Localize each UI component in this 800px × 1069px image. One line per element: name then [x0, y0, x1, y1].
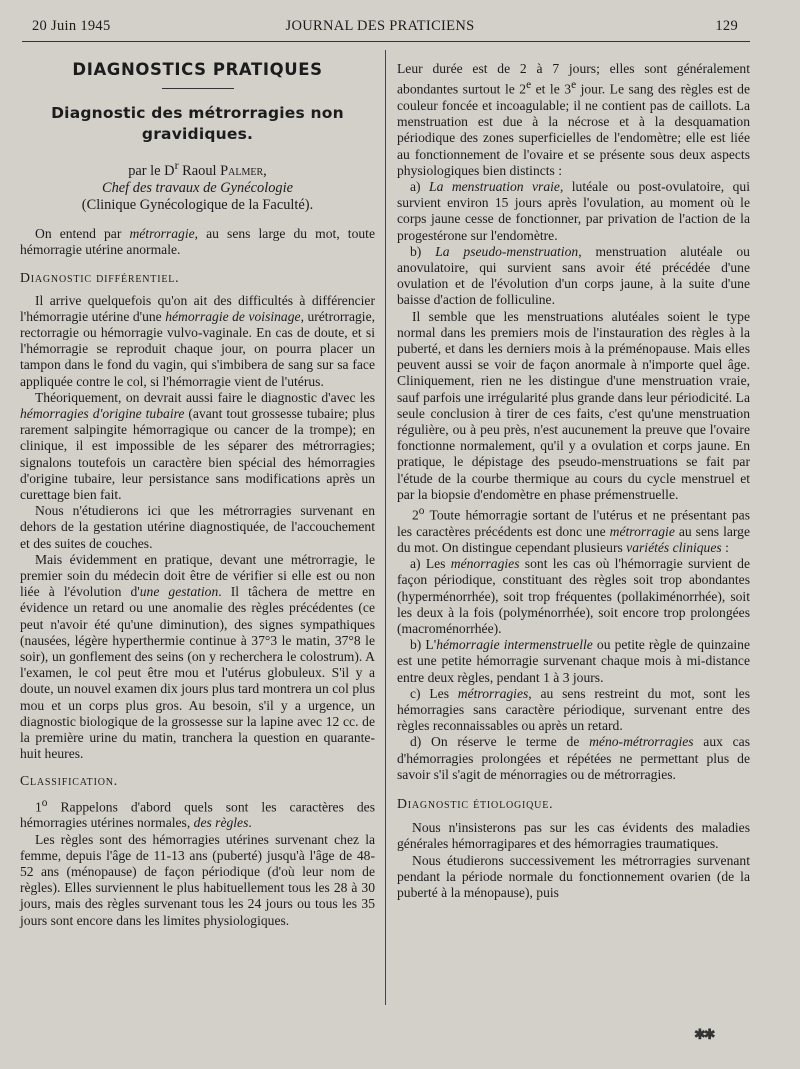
right-column	[397, 61, 750, 901]
paragraph: Il arrive quelquefois qu'on ait des difficultés à différencier l'hémorragie utérine d'une hémorragie de voisinage, urétrorragie, rectorragie ou hémorragie vulvo-vaginale. En cas de doute, et si l'hémorragie se reproduit chaque jour, on pourra placer un tampon dans le fond du vagin, qui s'imbibera de sang sur sa face appliquée contre le col, si l'hémorragie vient de l'utérus.	[20, 292, 376, 389]
signature-marks: ✱✱	[694, 1028, 714, 1043]
rubric-title: DIAGNOSTICS PRATIQUES	[72, 60, 323, 79]
paragraph: Les règles sont des hémorragies utérines survenant chez la femme, depuis l'âge de 11-13 ans (puberté) jusqu'à l'âge de 48-52 ans (ménopause) de façon périodique (d'où leur nom de règles). Elles surviennent le plus habituellement tous les 28 à 30 jours, mais des règles survenant tous les 24 jours ou tous les 35 jours sont encore dans les limites physiologiques.	[20, 831, 375, 928]
column-divider	[385, 50, 386, 1005]
paragraph: Il semble que les menstruations alutéales soient le type normal dans les premiers mois de l'instauration des règles à la puberté, et dans les derniers mois à la préménopause. Mais elles peuvent aussi se voir de façon anormale à n'importe quel âge. Cliniquement, rien ne les distingue d'une menstruation vraie, sauf parfois une irrégularité plus grande dans leur périodicité. La seule conclusion à tirer de ces faits, c'est qu'une menstruation régulière, ou à peu près, n'est aucunement la preuve que l'ovaire fonctionne normalement, qu'il y a ovulation et corps jaune. En pratique, le dépistage des pseudo-menstruations se fait par l'étude de la courbe thermique au cours du cycle menstruel et par la biopsie d'endomètre en phase prémenstruelle.	[397, 308, 750, 502]
section-heading-classification: Classification.	[20, 772, 118, 788]
byline-institution: (Clinique Gynécologique de la Faculté).	[81, 197, 314, 213]
paragraph: 1$^o$ Rappelons d'abord quels sont les caractères des hémorragies utérines normales, des règles.	[20, 796, 375, 831]
paragraph: 2$^o$ Toute hémorragie sortant de l'utérus et ne présentant pas les caractères précédents est donc une métrorragie au sens large du mot. On distingue cependant plusieurs variétés cliniques :	[397, 505, 750, 555]
paragraph: Nous n'insisterons pas sur les cas évidents des maladies générales hémorragipares et des hémorragies traumatiques.	[397, 820, 750, 852]
page-number: 129	[715, 18, 738, 34]
byline-author: par le $D^r$ Raoul Palmer,	[128, 158, 267, 179]
list-item: c) Les métrorragies, au sens restreint du mot, sont les hémorragies sans caractère périodique, survenant entre des règles reconnaissables ou après un retard.	[397, 685, 750, 734]
running-header	[22, 16, 738, 38]
list-item: d) On réserve le terme de méno-métrorragies aux cas d'hémorragies prolongées et répétées ne permettant plus de savoir s'il s'agit de ménorragies ou de métrorragies.	[397, 734, 750, 782]
byline-role: Chef des travaux de Gynécologie	[101, 180, 293, 196]
intro-paragraph: On entend par métrorragie, au sens large du mot, toute hémorragie utérine anormale.	[20, 226, 375, 258]
rubric-rule	[162, 88, 234, 89]
article-title: Diagnostic des métrorragies non gravidiques.	[51, 104, 344, 144]
paragraph: Leur durée est de 2 à 7 jours; elles sont généralement abondantes surtout le 2e et le 3e jour. Le sang des règles est de couleur foncée et incoagulable; il ne contient pas de caillots. La menstruation est due à la nécrose et à la desquamation périodique des zones superficielles de l'endomètre; elle est liée au fonctionnement de l'ovaire et se présente sous deux aspects physiologiques bien distincts :	[397, 61, 750, 178]
paragraph: Théoriquement, on devrait aussi faire le diagnostic d'avec les hémorragies d'origine tubaire (avant tout grossesse tubaire; plus rarement salpingite hémorragique ou cancer de la trompe); en clinique, il est impossible de les séparer des métrorragies; signalons toutefois un caractère bien spécial des hémorragies d'origine tubaire, leur persistance sans modifications après un curettage bien fait.	[20, 389, 375, 503]
paragraph: Mais évidemment en pratique, devant une métrorragie, le premier soin du médecin doit être de vérifier si elle est ou non liée à l'évolution d'une gestation. Il tâchera de mettre en évidence un retard ou une anomalie des règles précédentes (ce peut n'avoir été qu'une diminution), des signes sympathiques (nausées, légère hyperthermie continue à 37°3 le matin, 37°8 le soir), un gonflement des seins (on y recherchera le colostrum). A l'examen, le col peut être mou et l'utérus globuleux. S'il y a doute, un nouvel examen dix jours plus tard montrera un col plus mou et un corps plus gros. Au besoin, s'il y a urgence, un diagnostic biologique de la grossesse sur la lapine avec 12 cc. de la première urine du matin, tranchera la question en quarante-huit heures.	[20, 551, 376, 762]
paragraph: Nous n'étudierons ici que les métrorragies survenant en dehors de la gestation utérine diagnostiquée, de l'accouchement et des suites de couches.	[20, 503, 375, 551]
left-column	[20, 60, 375, 929]
list-item: a) La menstruation vraie, lutéale ou post-ovulatoire, qui survient environ 15 jours après l'ovulation, au moment où le corps jaune cesse de fonctionner, par privation de l'action de la progestérone sur l'endomètre.	[397, 178, 750, 243]
list-item: a) Les ménorragies sont les cas où l'hémorragie survient de façon périodique, constituant des règles soit trop abondantes (hyperménorrhée), soit trop fréquentes (pollakiménorrhée), soit les deux à la fois (polyménorrhée), soit encore trop prolongées (macroménorrhée).	[397, 556, 750, 636]
section-heading-differential: Diagnostic différentiel.	[20, 270, 180, 286]
paragraph: Nous étudierons successivement les métrorragies survenant pendant la période normale du fonctionnement ovarien (de la puberté à la ménopause), puis	[397, 852, 750, 901]
header-rule	[22, 41, 750, 42]
list-item: b) L'hémorragie intermenstruelle ou petite règle de quinzaine est une petite hémorragie survenant chaque mois à mi-distance entre deux règles, pendant 1 à 3 jours.	[397, 637, 750, 685]
journal-name: JOURNAL DES PRATICIENS	[285, 18, 475, 34]
section-heading-etiology: Diagnostic étiologique.	[397, 796, 554, 811]
issue-date: 20 Juin 1945	[32, 18, 111, 34]
list-item: b) La pseudo-menstruation, menstruation alutéale ou anovulatoire, qui survient sans avoir été précédée d'une ovulation et de l'évolution d'un corps jaune, à la suite d'une baisse d'action de folliculine.	[397, 243, 750, 308]
